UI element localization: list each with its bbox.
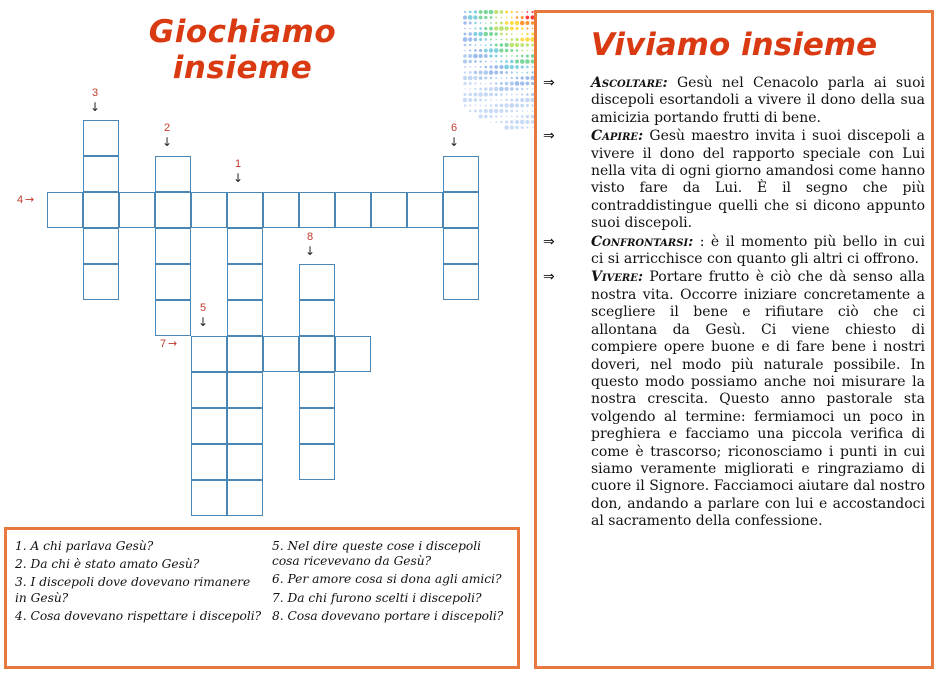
crossword-cell bbox=[83, 156, 119, 192]
clue-2: 2. Da chi è stato amato Gesù? bbox=[15, 557, 200, 572]
arrow-right-icon: → bbox=[25, 193, 35, 206]
crossword-cell bbox=[227, 300, 263, 336]
arrow-down-icon: ↓ bbox=[449, 135, 460, 149]
section-body: Portare frutto è ciò che dà senso alla nostra vita. Occorre iniziare concretamente a scegliere il bene e rifiutare ciò che ci allontana da Gesù. Ci viene chiesto di compiere opere buone e di fare bene i nostri doveri, nel modo più naturale possibile. In questo modo possiamo anche noi misurare la nostra crescita. Questo anno pastorale sta volgendo al termine: fermiamoci un poco in preghiera e facciamo una piccola verifica di come è trascorso; riconosciamo i punti in cui siamo veramente migliorati e ringraziamo di cuore il Signore. Facciamoci aiutare dal nostro don, andando a parlare con lui e accostandoci al sacramento della confessione. bbox=[591, 269, 925, 530]
clue-number-1: 1 bbox=[235, 158, 242, 170]
clue-4: 4. Cosa dovevano rispettare i discepoli? bbox=[15, 608, 262, 623]
clues-column-right bbox=[272, 539, 512, 627]
section-heading: Ascoltare: bbox=[591, 75, 668, 91]
clue-1: 1. A chi parlava Gesù? bbox=[15, 539, 154, 553]
crossword-cell bbox=[263, 336, 299, 372]
section-heading: Confrontarsi: bbox=[591, 233, 694, 250]
crossword-cell bbox=[83, 120, 119, 156]
reflection-sections bbox=[537, 75, 931, 532]
crossword-cell bbox=[191, 408, 227, 444]
crossword-cell bbox=[227, 264, 263, 300]
clues-column-left bbox=[15, 539, 265, 627]
crossword-cell bbox=[443, 192, 479, 228]
crossword-cell bbox=[299, 444, 335, 480]
crossword-cell bbox=[227, 192, 263, 228]
arrow-down-icon: ↓ bbox=[162, 135, 173, 149]
crossword-cell bbox=[443, 156, 479, 192]
crossword-cell bbox=[407, 192, 443, 228]
crossword-cell bbox=[83, 228, 119, 264]
clue-6: 6. Per amore cosa si dona agli amici? bbox=[272, 572, 502, 587]
section-ascoltare bbox=[537, 75, 931, 127]
arrow-bullet-icon: ⇒ bbox=[543, 128, 555, 145]
reflection-title: Viviamo insieme bbox=[590, 27, 878, 63]
clue-number-3: 3 bbox=[92, 87, 99, 99]
clue-5: 5. Nel dire queste cose i discepoli cosa ricevevano da Gesù? bbox=[272, 539, 482, 569]
clues-box bbox=[4, 527, 520, 669]
arrow-down-icon: ↓ bbox=[90, 100, 101, 114]
clue-number-5: 5 bbox=[200, 302, 207, 314]
crossword-cell bbox=[155, 192, 191, 228]
section-text bbox=[591, 234, 925, 269]
crossword-cell bbox=[227, 228, 263, 264]
crossword-cell bbox=[299, 408, 335, 444]
section-heading: Vivere: bbox=[591, 269, 644, 286]
crossword-cell bbox=[47, 192, 83, 228]
crossword-cell bbox=[227, 408, 263, 444]
arrow-bullet-icon: ⇒ bbox=[543, 269, 555, 286]
crossword-cell bbox=[191, 192, 227, 228]
crossword-cell bbox=[299, 264, 335, 300]
arrow-bullet-icon: ⇒ bbox=[543, 75, 555, 91]
crossword-cell bbox=[335, 336, 371, 372]
crossword-cell bbox=[191, 444, 227, 480]
section-body: Gesù maestro invita i suoi discepoli a vivere il dono del rapporto speciale con Lui nella vita di ogni giorno amandosi come hanno visto fare da Lui. È il segno che più contraddistingue quelli che si dicono appunto suoi discepoli. bbox=[591, 128, 925, 232]
crossword-cell bbox=[227, 444, 263, 480]
crossword-grid bbox=[0, 0, 530, 520]
crossword-cell bbox=[155, 156, 191, 192]
arrow-right-icon: → bbox=[168, 337, 178, 350]
crossword-cell bbox=[299, 336, 335, 372]
crossword-cell bbox=[299, 300, 335, 336]
section-text bbox=[591, 269, 925, 530]
crossword-cell bbox=[83, 192, 119, 228]
clue-number-4: 4 bbox=[17, 194, 24, 206]
section-confrontarsi bbox=[537, 234, 931, 269]
clue-8: 8. Cosa dovevano portare i discepoli? bbox=[272, 608, 504, 623]
crossword-cell bbox=[191, 336, 227, 372]
crossword-title: Giochiamo insieme bbox=[148, 14, 337, 86]
arrow-down-icon: ↓ bbox=[305, 244, 316, 258]
section-heading: Capire: bbox=[591, 128, 644, 145]
crossword-cell bbox=[299, 372, 335, 408]
arrow-down-icon: ↓ bbox=[198, 315, 209, 329]
crossword-cell bbox=[443, 228, 479, 264]
crossword-cell bbox=[119, 192, 155, 228]
crossword-cell bbox=[191, 480, 227, 516]
crossword-cell bbox=[443, 264, 479, 300]
crossword-cell bbox=[263, 192, 299, 228]
clue-number-7: 7 bbox=[160, 338, 167, 350]
crossword-cell bbox=[335, 192, 371, 228]
clue-number-6: 6 bbox=[451, 122, 458, 134]
section-text bbox=[591, 75, 925, 127]
arrow-bullet-icon: ⇒ bbox=[543, 233, 555, 250]
arrow-down-icon: ↓ bbox=[233, 171, 244, 185]
reflection-panel bbox=[534, 10, 934, 669]
crossword-cell bbox=[227, 480, 263, 516]
crossword-cell bbox=[227, 372, 263, 408]
crossword-cell bbox=[155, 300, 191, 336]
clue-3: 3. I discepoli dove dovevano rimanere in Gesù? bbox=[15, 575, 251, 605]
clue-number-2: 2 bbox=[164, 122, 171, 134]
section-text bbox=[591, 128, 925, 232]
clue-7: 7. Da chi furono scelti i discepoli? bbox=[272, 590, 482, 605]
crossword-cell bbox=[155, 264, 191, 300]
crossword-cell bbox=[155, 228, 191, 264]
crossword-cell bbox=[83, 264, 119, 300]
section-body: Gesù nel Cenacolo parla ai suoi discepoli esortandoli a vivere il dono della sua amicizia portando frutti di bene. bbox=[591, 75, 925, 126]
clue-number-8: 8 bbox=[307, 231, 314, 243]
section-capire bbox=[537, 128, 931, 232]
crossword-cell bbox=[227, 336, 263, 372]
crossword-cell bbox=[299, 192, 335, 228]
section-body: : è il momento più bello in cui ci si arricchisce con quanto gli altri ci offrono. bbox=[591, 233, 925, 268]
crossword-cell bbox=[371, 192, 407, 228]
crossword-cell bbox=[191, 372, 227, 408]
section-vivere bbox=[537, 269, 931, 530]
